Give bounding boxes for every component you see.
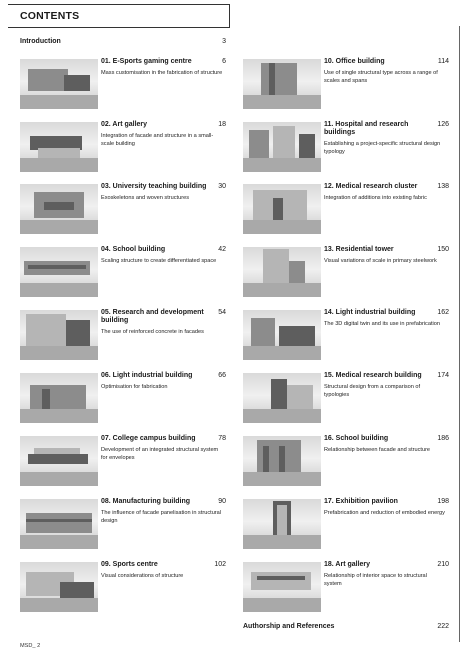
entry-page: 198 xyxy=(437,498,449,505)
project-thumbnail-08 xyxy=(20,499,98,549)
entry-title: 08. Manufacturing building xyxy=(101,498,191,505)
toc-entry-01[interactable] xyxy=(20,59,226,111)
entry-page: 42 xyxy=(218,246,226,253)
project-thumbnail-07 xyxy=(20,436,98,486)
project-thumbnail-12 xyxy=(243,184,321,234)
project-thumbnail-02 xyxy=(20,122,98,172)
toc-entry-11[interactable] xyxy=(243,122,449,174)
entry-title: 04. School building xyxy=(101,246,166,253)
toc-entry-introduction[interactable] xyxy=(20,38,226,50)
entry-description: The 3D digital twin and its use in prefabrication xyxy=(324,321,440,327)
entry-description: Relationship of interior space to structural system xyxy=(324,573,427,587)
project-thumbnail-16 xyxy=(243,436,321,486)
project-thumbnail-09 xyxy=(20,562,98,612)
entry-description: Optimisation for fabrication xyxy=(101,384,168,390)
toc-entry-09[interactable] xyxy=(20,562,226,614)
entry-page: 162 xyxy=(437,309,449,316)
entry-page: 18 xyxy=(218,121,226,128)
project-thumbnail-01 xyxy=(20,59,98,109)
entry-title: 16. School building xyxy=(324,435,389,442)
entry-page: 126 xyxy=(437,121,449,128)
entry-description: Prefabrication and reduction of embodied energy xyxy=(324,510,445,516)
entry-title: 03. University teaching building xyxy=(101,183,207,190)
project-thumbnail-03 xyxy=(20,184,98,234)
toc-entry-02[interactable] xyxy=(20,122,226,174)
project-thumbnail-06 xyxy=(20,373,98,423)
page-title: CONTENTS xyxy=(20,10,80,22)
toc-entry-03[interactable] xyxy=(20,184,226,236)
entry-page: 6 xyxy=(222,58,226,65)
intro-title: Introduction xyxy=(20,38,61,45)
toc-entry-06[interactable] xyxy=(20,373,226,425)
project-thumbnail-14 xyxy=(243,310,321,360)
toc-entry-14[interactable] xyxy=(243,310,449,362)
entry-page: 66 xyxy=(218,372,226,379)
entry-page: 102 xyxy=(214,561,226,568)
entry-page: 114 xyxy=(437,58,449,65)
entry-title: 10. Office building xyxy=(324,58,385,65)
entry-description: Visual considerations of structure xyxy=(101,573,184,579)
toc-entry-13[interactable] xyxy=(243,247,449,299)
entry-description: The influence of facade panelisation in structural design xyxy=(101,510,222,524)
project-thumbnail-04 xyxy=(20,247,98,297)
entry-title: 13. Residential tower xyxy=(324,246,394,253)
toc-entry-05[interactable] xyxy=(20,310,226,362)
entry-description: The use of reinforced concrete in facades xyxy=(101,329,204,335)
entry-description: Establishing a project-specific structural design typology xyxy=(324,141,441,155)
intro-page: 3 xyxy=(222,38,226,45)
entry-title: 07. College campus building xyxy=(101,435,196,442)
entry-description: Structural design from a comparison of typologies xyxy=(324,384,421,398)
entry-page: 138 xyxy=(437,183,449,190)
project-thumbnail-11 xyxy=(243,122,321,172)
toc-entry-12[interactable] xyxy=(243,184,449,236)
entry-title: 09. Sports centre xyxy=(101,561,158,568)
project-thumbnail-10 xyxy=(243,59,321,109)
entry-title: 11. Hospital and research buildings xyxy=(324,121,409,137)
entry-title: 18. Art gallery xyxy=(324,561,371,568)
entry-title: 14. Light industrial building xyxy=(324,309,416,316)
toc-entry-18[interactable] xyxy=(243,562,449,614)
entry-description: Exoskeletons and woven structures xyxy=(101,195,189,201)
entry-title: 17. Exhibition pavilion xyxy=(324,498,398,505)
entry-page: 186 xyxy=(437,435,449,442)
entry-page: 174 xyxy=(437,372,449,379)
entry-page: 30 xyxy=(218,183,226,190)
entry-page: 90 xyxy=(218,498,226,505)
entry-title: 15. Medical research building xyxy=(324,372,422,379)
toc-entry-15[interactable] xyxy=(243,373,449,425)
entry-description: Scaling structure to create differentiated space xyxy=(101,258,217,264)
entry-description: Visual variations of scale in primary steelwork xyxy=(324,258,437,264)
toc-entry-08[interactable] xyxy=(20,499,226,551)
project-thumbnail-17 xyxy=(243,499,321,549)
entry-description: Integration of additions into existing fabric xyxy=(324,195,427,201)
project-thumbnail-05 xyxy=(20,310,98,360)
toc-entry-10[interactable] xyxy=(243,59,449,111)
entry-description: Development of an integrated structural system for envelopes xyxy=(101,447,219,461)
entry-page: 78 xyxy=(218,435,226,442)
entry-page: 210 xyxy=(437,561,449,568)
entry-page: 54 xyxy=(218,309,226,316)
entry-description: Mass customisation in the fabrication of structure xyxy=(101,70,223,76)
toc-entry-16[interactable] xyxy=(243,436,449,488)
project-thumbnail-18 xyxy=(243,562,321,612)
entry-title: 02. Art gallery xyxy=(101,121,148,128)
authors-page: 222 xyxy=(437,623,449,630)
entry-description: Integration of facade and structure in a small-scale building xyxy=(101,133,214,147)
entry-description: Use of single structural type across a range of scales and spans xyxy=(324,70,438,84)
right-margin-rule xyxy=(459,26,460,642)
entry-description: Relationship between facade and structure xyxy=(324,447,431,453)
project-thumbnail-15 xyxy=(243,373,321,423)
entry-page: 150 xyxy=(437,246,449,253)
toc-entry-17[interactable] xyxy=(243,499,449,551)
authors-title: Authorship and References xyxy=(243,623,335,630)
entry-title: 06. Light industrial building xyxy=(101,372,193,379)
toc-entry-04[interactable] xyxy=(20,247,226,299)
project-thumbnail-13 xyxy=(243,247,321,297)
toc-entry-authorship[interactable] xyxy=(243,623,449,635)
entry-title: 01. E-Sports gaming centre xyxy=(101,58,192,65)
entry-title: 05. Research and development building xyxy=(101,309,204,325)
page-footer: MSD_ 2 xyxy=(20,643,41,649)
toc-entry-07[interactable] xyxy=(20,436,226,488)
entry-title: 12. Medical research cluster xyxy=(324,183,418,190)
